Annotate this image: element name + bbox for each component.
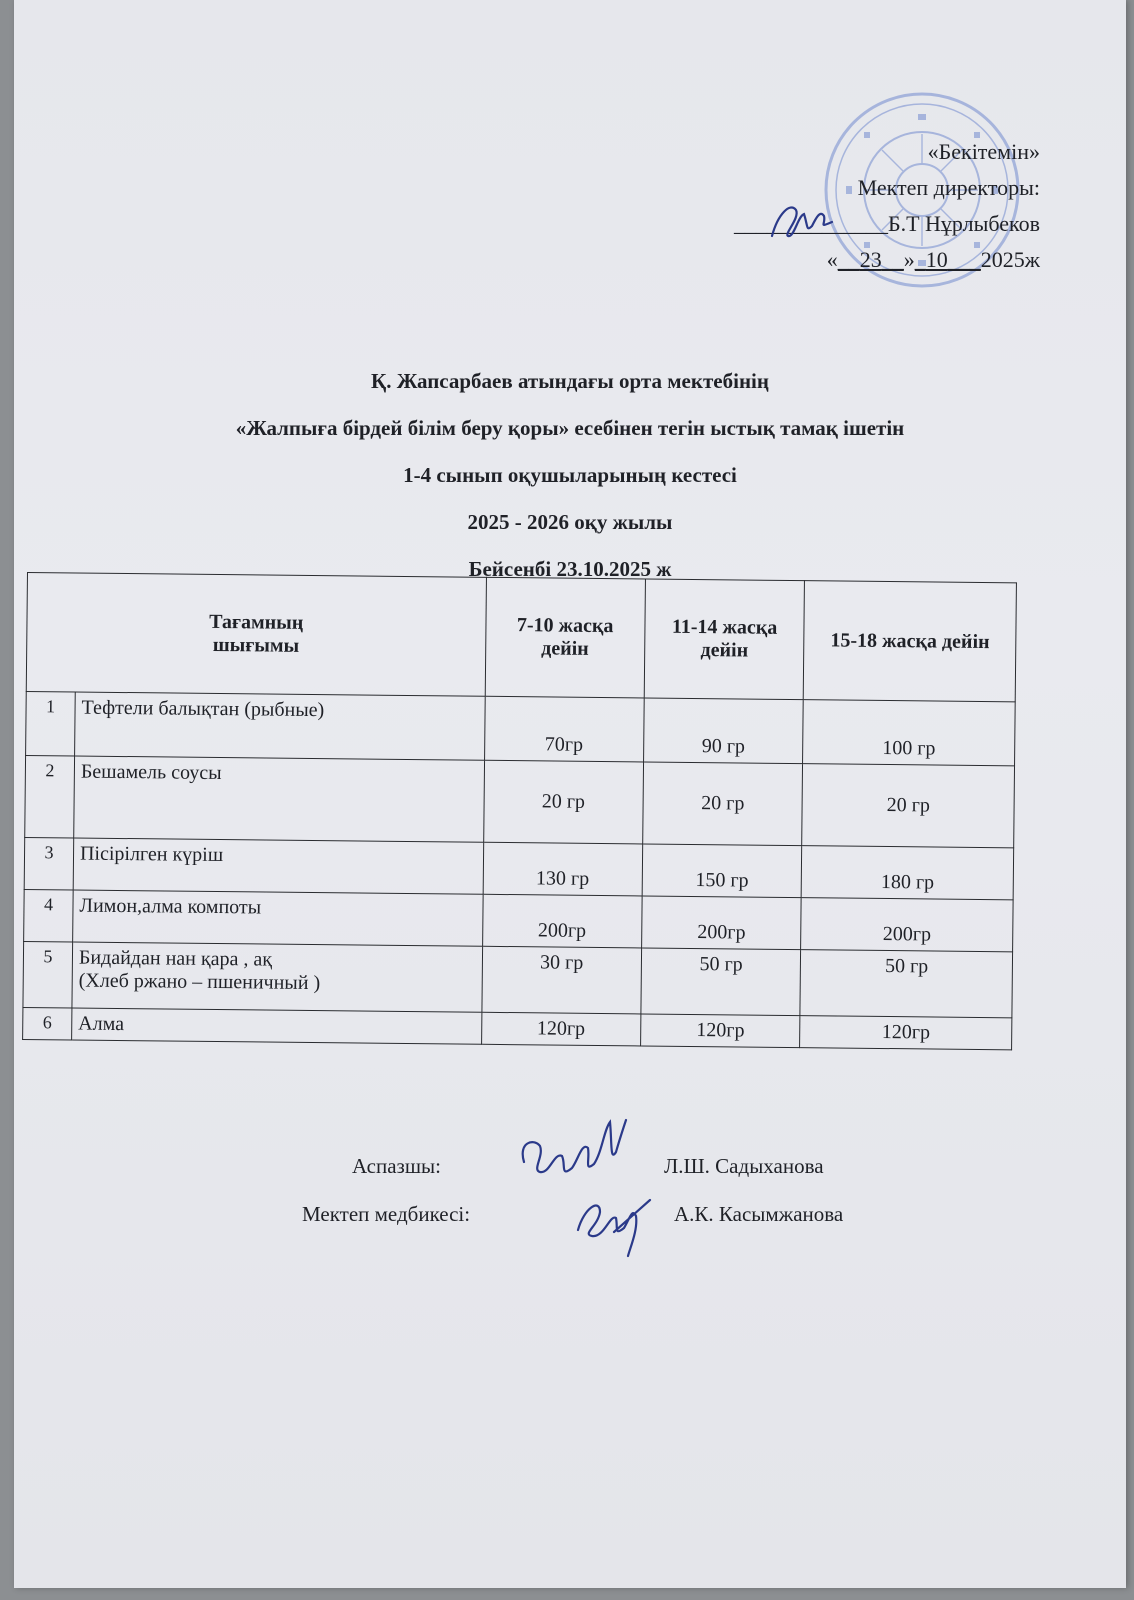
table-row: 3 Пісірілген күріш 130 гр 150 гр 180 гр: [24, 837, 1013, 899]
title-line-3: 1-4 сынып оқушыларының кестесі: [403, 463, 737, 487]
nurse-label: Мектеп медбикесі:: [302, 1202, 471, 1226]
nurse-name: А.К. Касымжанова: [674, 1202, 844, 1226]
table-row: 4 Лимон,алма компоты 200гр 200гр 200гр: [24, 889, 1013, 951]
director-name-line: ______________Б.Т Нұрлыбеков: [733, 211, 1040, 236]
document-page: [14, 0, 1126, 1588]
header-age-7-10: 7-10 жасқа дейін: [485, 577, 646, 698]
date-mid-quote: »: [903, 247, 915, 272]
table-row: 1 Тефтели балықтан (рыбные) 70гр 90 гр 100 гр: [26, 691, 1016, 765]
approval-year: 2025ж: [980, 247, 1040, 272]
title-line-5: Бейсенбі 23.10.2025 ж: [468, 557, 672, 581]
document-title: [14, 358, 1126, 593]
director-name: Б.Т Нұрлыбеков: [887, 211, 1040, 236]
title-line-1: Қ. Жапсарбаев атындағы орта мектебінің: [371, 369, 769, 393]
table-row: 5 Бидайдан нан қара , ақ (Хлеб ржано – пшеничный ) 30 гр 50 гр 50 гр: [23, 941, 1013, 1017]
table-row: 2 Бешамель соусы 20 гр 20 гр 20 гр: [25, 755, 1015, 847]
title-line-2: «Жалпыға бірдей білім беру қоры» есебінен тегін ыстық тамақ ішетін: [235, 416, 905, 440]
cook-name: Л.Ш. Садыханова: [664, 1154, 824, 1178]
title-line-4: 2025 - 2026 оқу жылы: [467, 510, 673, 534]
table-header-row: [26, 573, 1016, 702]
header-age-15-18: 15-18 жасқа дейін: [804, 581, 1017, 702]
table-row: 6 Алма 120гр 120гр 120гр: [23, 1007, 1012, 1049]
director-signature-icon: [766, 196, 836, 248]
approval-block: [680, 134, 1040, 278]
approval-month: _10___: [914, 247, 981, 272]
director-position: Мектеп директоры:: [857, 175, 1040, 200]
approval-date-line: [680, 242, 1040, 278]
date-open-quote: «: [826, 247, 838, 272]
header-age-11-14: 11-14 жасқа дейін: [644, 579, 805, 700]
menu-table: [22, 572, 1017, 1050]
header-dish-output: Тағамның шығымы: [26, 573, 486, 697]
cook-label: Аспазшы:: [352, 1154, 441, 1178]
approve-label: «Бекітемін»: [927, 139, 1040, 164]
nurse-signature-icon: [570, 1178, 660, 1258]
approval-day: __23__: [837, 247, 904, 272]
